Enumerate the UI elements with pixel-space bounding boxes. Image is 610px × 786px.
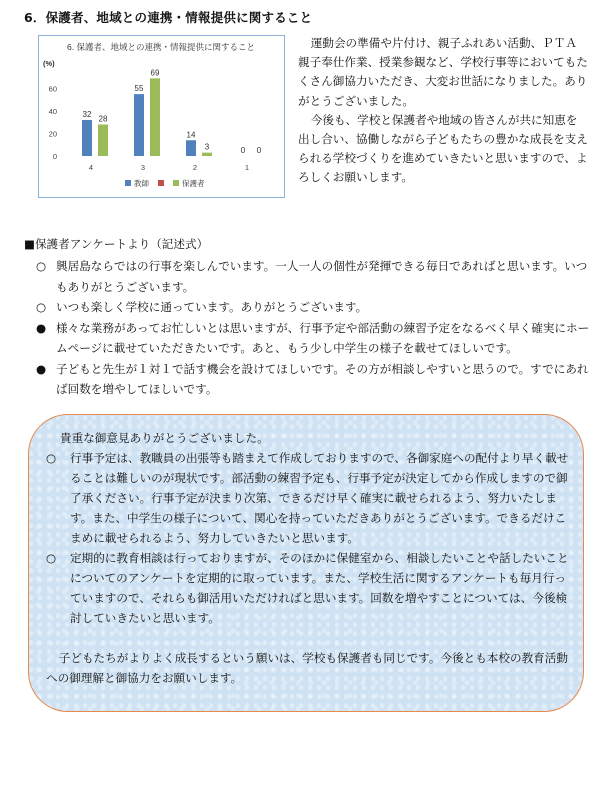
legend-label: 教師 (134, 179, 149, 188)
y-tick-label: 0 (52, 152, 57, 161)
bar-教師 (134, 94, 144, 156)
bar-教師 (82, 120, 92, 156)
response-text: いつも楽しく学校に通っています。ありがとうございます。 (56, 300, 368, 314)
chart-container (38, 35, 285, 198)
bullet: ○ (36, 300, 47, 314)
data-label: 32 (82, 110, 92, 119)
y-tick-label: 60 (48, 84, 57, 94)
list-item (36, 359, 596, 400)
chart-ylabel: (%) (43, 59, 55, 68)
list-item (46, 448, 572, 548)
bullet: ● (36, 320, 47, 335)
data-label: 69 (150, 68, 160, 78)
response-text: 子どもと先生が１対１で話す機会を設けてほしいです。その方が相談しやすいと思うので。すでにあれば回数を増やしてほしいです。 (56, 361, 589, 396)
data-label: 0 (256, 146, 262, 155)
data-label: 14 (186, 130, 196, 140)
survey-responses (36, 256, 596, 400)
bar-保護者 (202, 153, 212, 156)
list-item (46, 548, 572, 628)
response-text: 興居島ならではの行事を楽しんでいます。一人一人の個性が発揮できる毎日であればと思います。いつもありがとうございます。 (56, 259, 588, 294)
reply-closing: 子どもたちがよりよく成長するという願いは、学校も保護者も同じです。今後とも本校の教育活動への御理解と御協力をお願いします。 (46, 651, 568, 685)
intro-paragraph-2: 今後も、学校と保護者や地域の皆さんが共に知恵を出し合い、協働しながら子どもたちの豊かな成長を支えられる学校づくりを進めていきたいと思いますので、よろしくお願いします。 (298, 112, 588, 185)
bullet: ● (36, 361, 47, 376)
category-label: 4 (88, 163, 94, 172)
bar-chart (39, 36, 284, 197)
reply-lead: 貴重な御意見ありがとうございました。 (60, 431, 269, 445)
reply-item-text: 行事予定は、教職員の出張等も踏まえて作成しておりますので、各御家庭への配付より早く載せることは難しいのが現状です。部活動の練習予定も、行事予定が決定してから作成しますので御了承ください。行事予定が決まり次第、できるだけ早く確実に載せられるよう、努力いたします。また、中学生の様子について、関心を持っていただきありがとうございます。できるだけこまめに載せられるよう、努力していきたいと思います。 (70, 451, 569, 545)
bar-教師 (186, 140, 196, 156)
category-label: 1 (244, 163, 250, 172)
data-label: 3 (204, 142, 210, 152)
section-heading: 6．保護者、地域との連携・情報提供に関すること (24, 10, 313, 25)
category-label: 2 (192, 163, 198, 172)
list-item (36, 318, 596, 359)
legend-label: 保護者 (182, 179, 205, 188)
y-tick-label: 20 (48, 129, 57, 139)
legend-swatch (125, 180, 131, 186)
survey-title: ■保護者アンケートより（記述式） (24, 237, 209, 251)
data-label: 28 (98, 114, 108, 124)
reply-item-text: 定期的に教育相談は行っておりますが、そのほかに保健室から、相談したいことや話したいことについてのアンケートを定期的に取っています。また、学校生活に関するアンケートも毎月行っていますので、それらも御活用いただければと思います。回数を増やすことについては、今後検討していきたいと思います。 (70, 551, 569, 625)
bar-保護者 (98, 125, 108, 157)
reply-text (46, 428, 572, 688)
y-tick-label: 40 (48, 107, 57, 116)
category-label: 3 (140, 163, 146, 172)
data-label: 0 (240, 146, 246, 155)
legend-swatch (158, 180, 164, 186)
list-item (36, 256, 596, 297)
bullet: ○ (46, 551, 57, 565)
bullet: ○ (36, 259, 47, 273)
bullet: ○ (46, 451, 57, 465)
legend-swatch (173, 180, 179, 186)
list-item (36, 297, 596, 318)
intro-text (298, 34, 588, 188)
intro-paragraph-1: 運動会の準備や片付け、親子ふれあい活動、ＰＴＡ親子奉仕作業、授業参観など、学校行事等においてもたくさん御協力いただき、大変お世話になりました。ありがとうございました。 (298, 36, 588, 108)
bar-保護者 (150, 78, 160, 156)
data-label: 55 (134, 84, 144, 94)
response-text: 様々な業務があってお忙しいとは思いますが、行事予定や部活動の練習予定をなるべく早く確実にホームページに載せていただきたいです。あと、もう少し中学生の様子を載せてほしいです。 (56, 320, 590, 355)
chart-title: 6. 保護者、地域との連携・情報提供に関すること (67, 42, 255, 52)
